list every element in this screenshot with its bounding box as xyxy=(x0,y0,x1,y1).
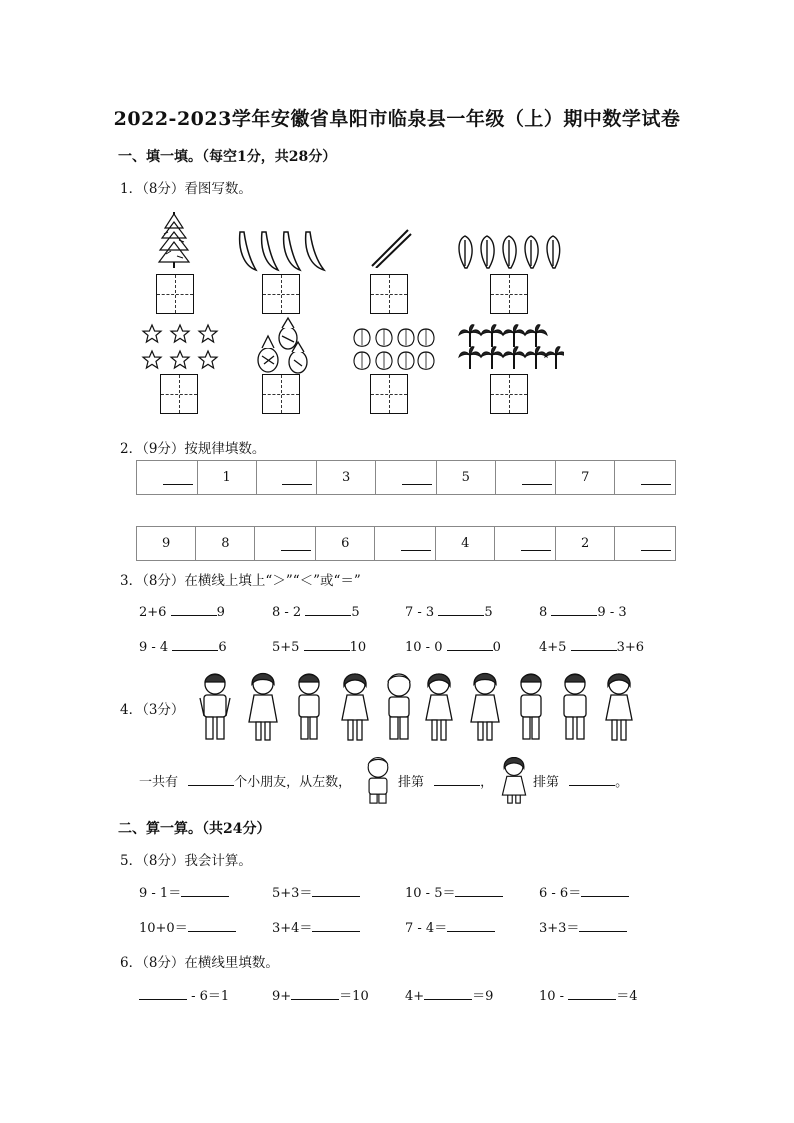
rank-girl: 排第 。 xyxy=(533,775,629,790)
calc-item: 5+3＝ xyxy=(272,882,360,901)
child-icon xyxy=(196,670,234,744)
calc-item: 10 - 5＝ xyxy=(405,882,503,901)
fill-blank[interactable] xyxy=(291,987,339,1000)
fill-item: 10 - ＝4 xyxy=(539,989,638,1004)
seq2-cell: 4 xyxy=(436,527,495,561)
section-2-heading: 二、算一算。（共24分） xyxy=(118,821,271,837)
tree-icon xyxy=(157,210,191,272)
question-1-label: 1．（8分）看图写数。 xyxy=(120,181,252,197)
question-4-sentence: 一共有 个小朋友，从左数， xyxy=(139,775,352,790)
calc-blank[interactable] xyxy=(181,884,229,897)
fill-blank[interactable] xyxy=(568,987,616,1000)
seq1-cell: 1 xyxy=(197,461,256,495)
section-1-heading: 一、填一填。（每空1分，共28分） xyxy=(118,149,337,165)
seq1-blank[interactable] xyxy=(163,470,193,485)
seq2-blank[interactable] xyxy=(401,536,431,551)
seq2-cell[interactable] xyxy=(615,527,676,561)
compare-blank[interactable] xyxy=(551,603,597,616)
question-6-label: 6．（8分）在横线里填数。 xyxy=(120,955,279,971)
answer-box-palm[interactable] xyxy=(490,374,528,414)
seq2-blank[interactable] xyxy=(641,536,671,551)
calc-item: 3+4＝ xyxy=(272,917,360,936)
page-title: 2022-2023学年安徽省阜阳市临泉县一年级（上）期中数学试卷 xyxy=(113,108,681,130)
compare-item: 5+5 10 xyxy=(272,640,367,655)
compare-blank[interactable] xyxy=(304,638,350,651)
calc-blank[interactable] xyxy=(447,919,495,932)
answer-box-pineapple[interactable] xyxy=(262,374,300,414)
seq1-cell[interactable] xyxy=(256,461,317,495)
calc-blank[interactable] xyxy=(188,919,236,932)
sequence-table-2 xyxy=(136,526,676,561)
pineapple-icon xyxy=(252,316,312,376)
compare-blank[interactable] xyxy=(172,638,218,651)
answer-box-star[interactable] xyxy=(160,374,198,414)
sequence-table-1 xyxy=(136,460,676,495)
question-2-label: 2．（9分）按规律填数。 xyxy=(120,441,266,457)
question-5-label: 5．（8分）我会计算。 xyxy=(120,853,252,869)
seq1-blank[interactable] xyxy=(522,470,552,485)
seq1-cell[interactable] xyxy=(376,461,437,495)
fill-item: - 6＝1 xyxy=(139,985,229,1004)
child-icon xyxy=(556,670,594,744)
rank-boy-blank[interactable] xyxy=(434,773,480,786)
calc-item: 9 - 1＝ xyxy=(139,882,229,901)
answer-box-tree[interactable] xyxy=(156,274,194,314)
calc-item: 3+3＝ xyxy=(539,917,627,936)
seq2-cell: 2 xyxy=(556,527,615,561)
banana-icon xyxy=(236,228,328,274)
seq2-cell: 9 xyxy=(137,527,196,561)
seq1-cell[interactable] xyxy=(615,461,676,495)
calc-item: 6 - 6＝ xyxy=(539,882,629,901)
child-icon xyxy=(290,670,328,744)
compare-item: 8 9 - 3 xyxy=(539,605,627,620)
child-icon xyxy=(466,670,504,744)
compare-item: 8 - 2 5 xyxy=(272,605,360,620)
seq1-blank[interactable] xyxy=(402,470,432,485)
seq2-cell[interactable] xyxy=(375,527,436,561)
child-icon xyxy=(420,670,458,744)
compare-blank[interactable] xyxy=(438,603,484,616)
seq2-blank[interactable] xyxy=(521,536,551,551)
child-icon xyxy=(336,670,374,744)
calc-blank[interactable] xyxy=(581,884,629,897)
compare-item: 10 - 0 0 xyxy=(405,640,501,655)
star-icon xyxy=(138,322,224,374)
compare-blank[interactable] xyxy=(171,603,217,616)
question-3-label: 3．（8分）在横线上填上“＞”“＜”或“＝” xyxy=(120,573,361,589)
calc-item: 10+0＝ xyxy=(139,917,236,936)
compare-item: 7 - 3 5 xyxy=(405,605,493,620)
rank-girl-blank[interactable] xyxy=(569,773,615,786)
child-icon xyxy=(244,670,282,744)
seq1-blank[interactable] xyxy=(641,470,671,485)
question-4-label: 4．（3分） xyxy=(120,702,185,718)
compare-item: 9 - 4 6 xyxy=(139,640,227,655)
total-children-blank[interactable] xyxy=(188,773,234,786)
answer-box-banana[interactable] xyxy=(262,274,300,314)
seq1-blank[interactable] xyxy=(282,470,312,485)
seq2-cell[interactable] xyxy=(495,527,556,561)
calc-blank[interactable] xyxy=(312,919,360,932)
answer-box-chopsticks[interactable] xyxy=(370,274,408,314)
fill-item: 9+ ＝10 xyxy=(272,989,369,1004)
calc-blank[interactable] xyxy=(455,884,503,897)
seq1-cell: 3 xyxy=(317,461,376,495)
answer-box-peach[interactable] xyxy=(370,374,408,414)
compare-blank[interactable] xyxy=(305,603,351,616)
child-icon xyxy=(497,754,531,804)
calc-blank[interactable] xyxy=(312,884,360,897)
compare-item: 2+6 9 xyxy=(139,605,225,620)
rank-boy: 排第 ， xyxy=(398,775,494,790)
compare-blank[interactable] xyxy=(447,638,493,651)
seq1-cell[interactable] xyxy=(137,461,198,495)
calc-item: 7 - 4＝ xyxy=(405,917,495,936)
seq1-cell: 5 xyxy=(436,461,495,495)
compare-blank[interactable] xyxy=(571,638,617,651)
peach-icon xyxy=(352,326,436,372)
child-icon xyxy=(600,670,638,744)
child-icon xyxy=(512,670,550,744)
calc-blank[interactable] xyxy=(579,919,627,932)
seq2-cell[interactable] xyxy=(255,527,316,561)
chopsticks-icon xyxy=(370,228,412,268)
child-icon xyxy=(361,754,395,804)
fill-blank[interactable] xyxy=(139,987,187,1000)
seq2-blank[interactable] xyxy=(281,536,311,551)
fill-item: 4+ ＝9 xyxy=(405,989,494,1004)
fill-blank[interactable] xyxy=(424,987,472,1000)
seq1-cell: 7 xyxy=(556,461,615,495)
seq2-cell: 8 xyxy=(196,527,255,561)
seq2-cell: 6 xyxy=(316,527,375,561)
cabbage-icon xyxy=(455,234,563,270)
seq1-cell[interactable] xyxy=(495,461,556,495)
palm-tree-icon xyxy=(458,324,564,372)
child-icon xyxy=(380,670,418,744)
answer-box-cabbage[interactable] xyxy=(490,274,528,314)
compare-item: 4+5 3+6 xyxy=(539,640,645,655)
